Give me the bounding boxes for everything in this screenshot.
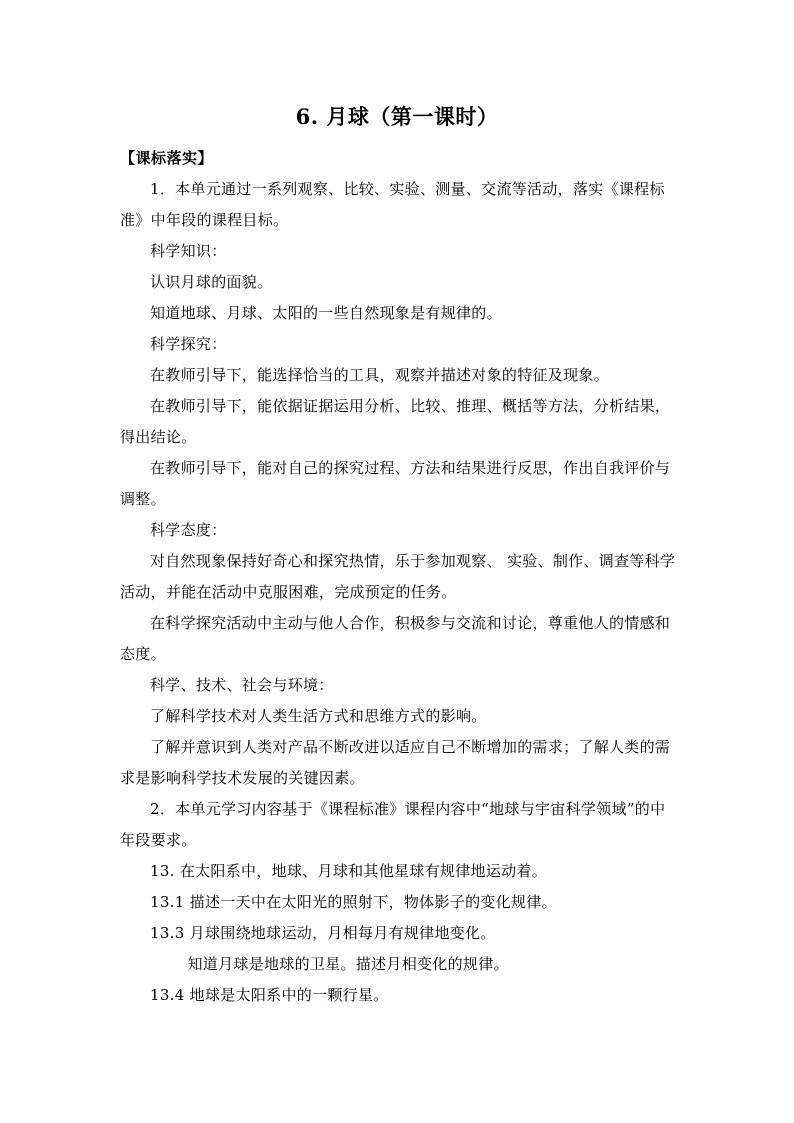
paragraph-10: 对自然现象保持好奇心和探究热情，乐于参加观察、 实验、制作、调查等科学活动，并能在活动中克服困难，完成预定的任务。 (120, 552, 676, 601)
paragraph-4: 知道地球、月球、太阳的一些自然现象是有规律的。 (150, 304, 502, 322)
paragraph-8: 在教师引导下，能对自己的探究过程、方法和结果进行反思，作出自我评价与调整。 (120, 459, 671, 508)
paragraph-1: 1．本单元通过一系列观察、比较、实验、测量、交流等活动，落实《课程标准》中年段的课程目标。 (120, 180, 665, 229)
paragraph-12: 科学、技术、社会与环境： (150, 676, 334, 694)
paragraph-19: 知道月球是地球的卫星。描述月相变化的规律。 (187, 955, 509, 973)
paragraph-18: 13.3 月球围绕地球运动，月相每月有规律地变化。 (150, 924, 496, 942)
paragraph-17: 13.1 描述一天中在太阳光的照射下，物体影子的变化规律。 (150, 893, 557, 911)
section-heading: 【课标落实】 (120, 149, 214, 167)
paragraph-11: 在科学探究活动中主动与他人合作，积极参与交流和讨论，尊重他人的情感和态度。 (120, 614, 671, 663)
paragraph-15: 2．本单元学习内容基于《课程标准》课程内容中“地球与宇宙科学领域”的中年段要求。 (120, 800, 666, 849)
paragraph-9: 科学态度： (150, 521, 227, 539)
paragraph-16: 13. 在太阳系中，地球、月球和其他星球有规律地运动着。 (150, 862, 548, 880)
paragraph-13: 了解科学技术对人类生活方式和思维方式的影响。 (150, 707, 487, 725)
paragraph-14: 了解并意识到人类对产品不断改进以适应自己不断增加的需求；了解人类的需求是影响科学技术发展的关键因素。 (120, 738, 671, 787)
paragraph-5: 科学探究： (150, 335, 227, 353)
page-title: 6. 月球（第一课时） (295, 104, 499, 129)
document-body (120, 143, 676, 1011)
paragraph-6: 在教师引导下，能选择恰当的工具，观察并描述对象的特征及现象。 (150, 366, 610, 384)
paragraph-2: 科学知识： (150, 242, 227, 260)
paragraph-7: 在教师引导下，能依据证据运用分析、比较、推理、概括等方法，分析结果，得出结论。 (120, 397, 671, 446)
paragraph-3: 认识月球的面貌。 (150, 273, 273, 291)
paragraph-20: 13.4 地球是太阳系中的一颗行星。 (150, 986, 389, 1004)
